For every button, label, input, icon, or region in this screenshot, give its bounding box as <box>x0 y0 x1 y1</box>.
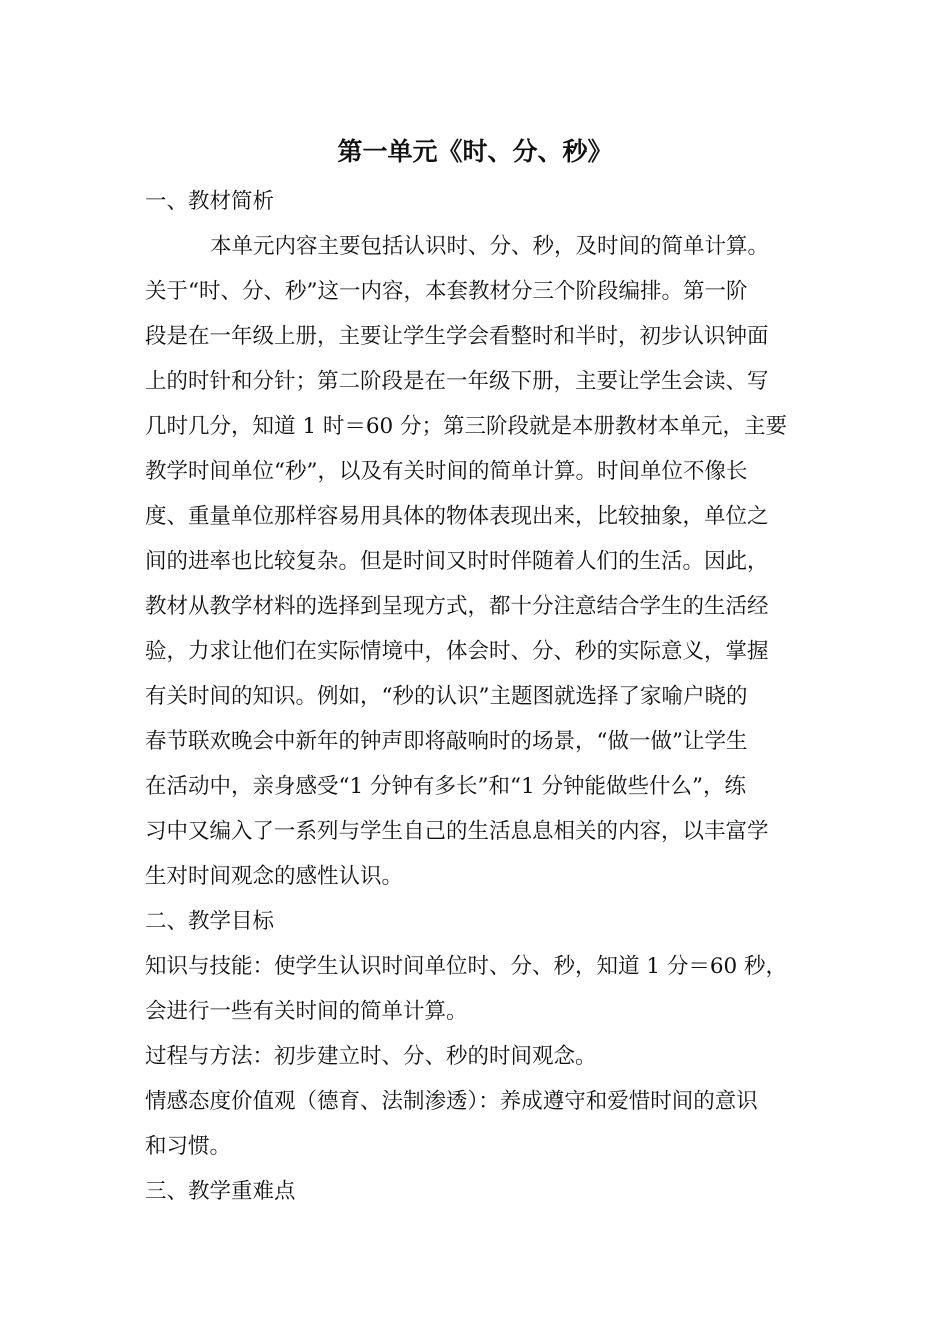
paragraph-line: 本单元内容主要包括认识时、分、秒，及时间的简单计算。 <box>210 234 770 259</box>
paragraph-line: 关于“时、分、秒”这一内容，本套教材分三个阶段编排。第一阶 <box>145 279 748 304</box>
paragraph-line: 上的时针和分针；第二阶段是在一年级下册，主要让学生会读、写 <box>145 369 769 394</box>
section-heading-1: 一、教材简析 <box>145 189 275 214</box>
paragraph-line: 在活动中，亲身感受“1 分钟有多长”和“1 分钟能做些什么”，练 <box>145 774 746 799</box>
paragraph-line: 和习惯。 <box>145 1134 232 1159</box>
paragraph-line: 教学时间单位“秒”，以及有关时间的简单计算。时间单位不像长 <box>145 459 748 484</box>
paragraph-line: 验，力求让他们在实际情境中，体会时、分、秒的实际意义，掌握 <box>145 639 769 664</box>
paragraph-line: 段是在一年级上册，主要让学生学会看整时和半时，初步认识钟面 <box>145 324 769 349</box>
paragraph-line: 间的进率也比较复杂。但是时间又时时伴随着人们的生活。因此， <box>145 549 769 574</box>
paragraph-line: 春节联欢晚会中新年的钟声即将敲响时的场景，“做一做”让学生 <box>145 729 748 754</box>
paragraph-line: 过程与方法：初步建立时、分、秒的时间观念。 <box>145 1044 597 1069</box>
paragraph-line: 生对时间观念的感性认识。 <box>145 864 404 889</box>
page-title: 第一单元《时、分、秒》 <box>337 137 613 166</box>
paragraph-line: 知识与技能：使学生认识时间单位时、分、秒，知道 1 分＝60 秒， <box>145 954 788 979</box>
paragraph-line: 会进行一些有关时间的简单计算。 <box>145 999 468 1024</box>
paragraph-line: 习中又编入了一系列与学生自己的生活息息相关的内容，以丰富学 <box>145 819 769 844</box>
section-heading-2: 二、教学目标 <box>145 909 275 934</box>
section-heading-3: 三、教学重难点 <box>145 1179 296 1204</box>
paragraph-line: 情感态度价值观（德育、法制渗透）：养成遵守和爱惜时间的意识 <box>145 1089 758 1114</box>
paragraph-line: 几时几分，知道 1 时＝60 分；第三阶段就是本册教材本单元，主要 <box>145 414 788 439</box>
paragraph-line: 教材从教学材料的选择到呈现方式，都十分注意结合学生的生活经 <box>145 594 769 619</box>
paragraph-line: 度、重量单位那样容易用具体的物体表现出来，比较抽象，单位之 <box>145 504 769 529</box>
paragraph-line: 有关时间的知识。例如，“秒的认识”主题图就选择了家喻户晓的 <box>145 684 748 709</box>
